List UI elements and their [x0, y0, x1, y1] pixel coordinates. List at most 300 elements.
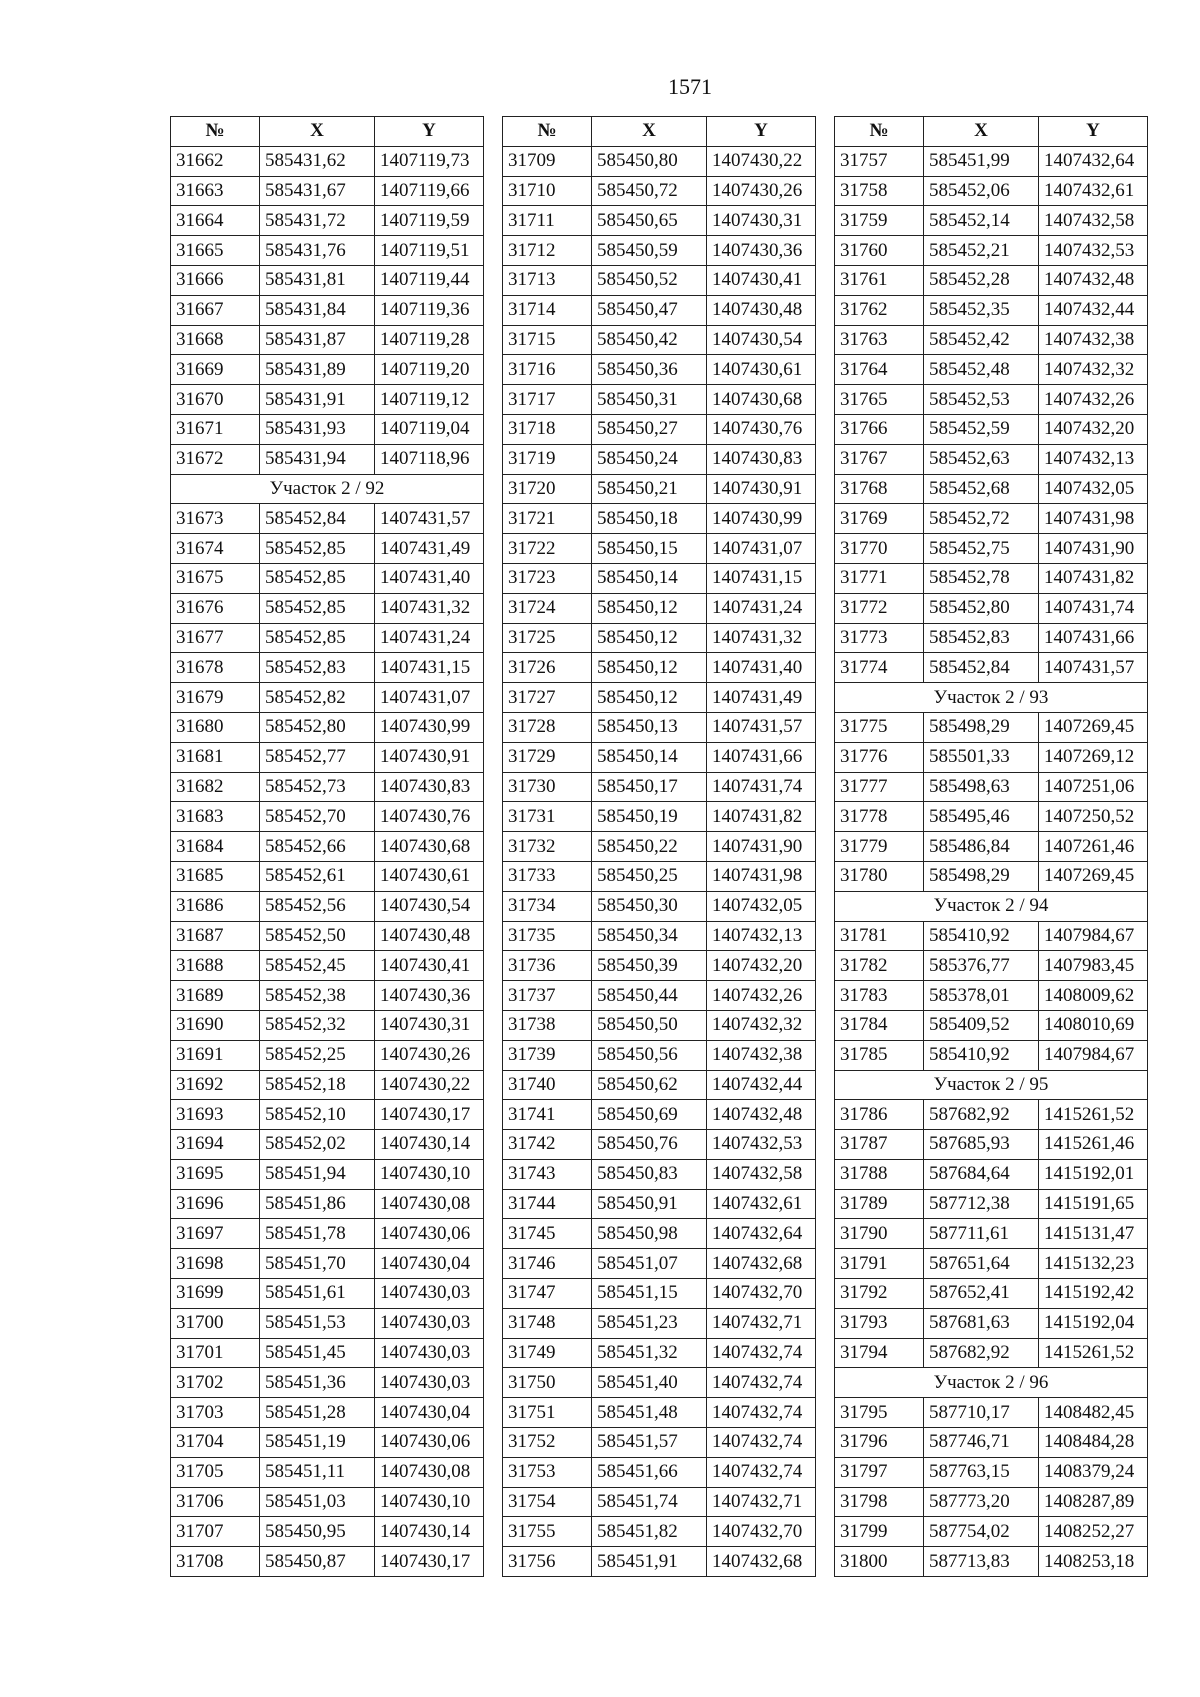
cell-y: 1407432,68	[707, 1547, 816, 1577]
cell-y: 1407430,68	[707, 385, 816, 415]
table-row	[171, 1398, 484, 1428]
cell-y: 1408484,28	[1039, 1428, 1148, 1458]
cell-x: 585452,77	[260, 742, 375, 772]
cell-x: 585450,31	[592, 385, 707, 415]
cell-y: 1407432,74	[707, 1398, 816, 1428]
cell-y: 1407430,76	[375, 802, 484, 832]
cell-x: 585378,01	[924, 981, 1039, 1011]
cell-y: 1415131,47	[1039, 1219, 1148, 1249]
table-row	[503, 772, 816, 802]
cell-x: 585452,75	[924, 534, 1039, 564]
cell-y: 1407431,82	[1039, 563, 1148, 593]
cell-number: 31800	[835, 1547, 924, 1577]
table-row	[171, 206, 484, 236]
cell-x: 585451,94	[260, 1159, 375, 1189]
table-row	[835, 206, 1148, 236]
cell-number: 31774	[835, 653, 924, 683]
cell-number: 31750	[503, 1368, 592, 1398]
cell-y: 1407984,67	[1039, 1040, 1148, 1070]
cell-number: 31670	[171, 385, 260, 415]
cell-x: 585451,23	[592, 1308, 707, 1338]
coordinates-table-1	[170, 116, 484, 1577]
cell-y: 1407431,24	[707, 593, 816, 623]
cell-x: 585452,38	[260, 981, 375, 1011]
table-row	[835, 236, 1148, 266]
cell-y: 1407432,38	[1039, 325, 1148, 355]
section-row	[835, 891, 1148, 921]
table-row	[171, 921, 484, 951]
cell-number: 31749	[503, 1338, 592, 1368]
table-row	[171, 861, 484, 891]
cell-y: 1407432,13	[707, 921, 816, 951]
table-row	[503, 236, 816, 266]
cell-number: 31684	[171, 832, 260, 862]
cell-number: 31782	[835, 951, 924, 981]
table-row	[835, 951, 1148, 981]
table-row	[503, 325, 816, 355]
table-row	[835, 742, 1148, 772]
cell-x: 585450,69	[592, 1100, 707, 1130]
table-row	[835, 1547, 1148, 1577]
cell-y: 1407119,28	[375, 325, 484, 355]
table-row	[835, 474, 1148, 504]
cell-y: 1407431,74	[1039, 593, 1148, 623]
header-number: №	[835, 117, 924, 147]
cell-x: 585450,12	[592, 683, 707, 713]
cell-y: 1407119,59	[375, 206, 484, 236]
cell-x: 585451,66	[592, 1457, 707, 1487]
table-row	[503, 1130, 816, 1160]
table-row	[171, 1368, 484, 1398]
cell-number: 31796	[835, 1428, 924, 1458]
cell-number: 31759	[835, 206, 924, 236]
cell-y: 1407430,03	[375, 1368, 484, 1398]
cell-number: 31672	[171, 444, 260, 474]
cell-y: 1407431,40	[375, 563, 484, 593]
cell-x: 587682,92	[924, 1338, 1039, 1368]
cell-number: 31723	[503, 563, 592, 593]
table-row	[503, 1279, 816, 1309]
cell-number: 31740	[503, 1070, 592, 1100]
cell-number: 31693	[171, 1100, 260, 1130]
table-row	[171, 772, 484, 802]
cell-y: 1407119,04	[375, 414, 484, 444]
cell-y: 1407430,03	[375, 1279, 484, 1309]
cell-y: 1407430,08	[375, 1457, 484, 1487]
cell-number: 31777	[835, 772, 924, 802]
cell-y: 1407432,26	[1039, 385, 1148, 415]
cell-x: 585450,59	[592, 236, 707, 266]
cell-y: 1407430,04	[375, 1249, 484, 1279]
cell-y: 1407430,17	[375, 1547, 484, 1577]
table-row	[503, 1398, 816, 1428]
cell-number: 31785	[835, 1040, 924, 1070]
cell-number: 31771	[835, 563, 924, 593]
cell-x: 585452,82	[260, 683, 375, 713]
table-row	[503, 414, 816, 444]
cell-x: 585452,78	[924, 563, 1039, 593]
cell-x: 585452,28	[924, 265, 1039, 295]
cell-x: 585450,30	[592, 891, 707, 921]
table-row	[171, 176, 484, 206]
cell-y: 1415192,01	[1039, 1159, 1148, 1189]
cell-y: 1407431,15	[707, 563, 816, 593]
cell-y: 1407430,99	[375, 712, 484, 742]
cell-number: 31764	[835, 355, 924, 385]
table-row	[171, 444, 484, 474]
cell-number: 31762	[835, 295, 924, 325]
cell-x: 585451,03	[260, 1487, 375, 1517]
cell-y: 1408482,45	[1039, 1398, 1148, 1428]
cell-x: 585450,21	[592, 474, 707, 504]
table-row	[171, 1547, 484, 1577]
cell-number: 31720	[503, 474, 592, 504]
cell-number: 31784	[835, 1010, 924, 1040]
cell-number: 31708	[171, 1547, 260, 1577]
cell-number: 31752	[503, 1428, 592, 1458]
table-row	[835, 146, 1148, 176]
table-row	[835, 1189, 1148, 1219]
cell-y: 1408252,27	[1039, 1517, 1148, 1547]
table-row	[171, 1189, 484, 1219]
table-row	[503, 712, 816, 742]
table-row	[503, 653, 816, 683]
cell-x: 585451,70	[260, 1249, 375, 1279]
cell-x: 585452,21	[924, 236, 1039, 266]
cell-y: 1407432,64	[1039, 146, 1148, 176]
table-row	[503, 1308, 816, 1338]
cell-x: 585450,34	[592, 921, 707, 951]
cell-number: 31695	[171, 1159, 260, 1189]
table-row	[503, 1368, 816, 1398]
cell-x: 585452,84	[260, 504, 375, 534]
cell-y: 1407430,03	[375, 1338, 484, 1368]
cell-x: 585431,94	[260, 444, 375, 474]
cell-y: 1407430,14	[375, 1517, 484, 1547]
table-row	[171, 563, 484, 593]
cell-y: 1407432,13	[1039, 444, 1148, 474]
cell-y: 1407430,10	[375, 1159, 484, 1189]
cell-x: 585431,72	[260, 206, 375, 236]
cell-y: 1407430,48	[375, 921, 484, 951]
cell-y: 1408379,24	[1039, 1457, 1148, 1487]
table-row	[503, 802, 816, 832]
cell-number: 31738	[503, 1010, 592, 1040]
table-row	[171, 951, 484, 981]
coordinates-table-2	[502, 116, 816, 1577]
cell-number: 31679	[171, 683, 260, 713]
cell-number: 31685	[171, 861, 260, 891]
cell-x: 585450,91	[592, 1189, 707, 1219]
section-label: Участок 2 / 92	[171, 474, 484, 504]
cell-y: 1407430,14	[375, 1130, 484, 1160]
cell-number: 31741	[503, 1100, 592, 1130]
cell-y: 1407431,90	[1039, 534, 1148, 564]
table-row	[503, 206, 816, 236]
table-row	[835, 1219, 1148, 1249]
cell-x: 585450,52	[592, 265, 707, 295]
cell-number: 31786	[835, 1100, 924, 1130]
table-row	[171, 1308, 484, 1338]
table-row	[503, 504, 816, 534]
table-row	[835, 325, 1148, 355]
cell-number: 31778	[835, 802, 924, 832]
cell-y: 1407431,32	[707, 623, 816, 653]
header-row	[835, 117, 1148, 147]
cell-number: 31664	[171, 206, 260, 236]
cell-number: 31736	[503, 951, 592, 981]
cell-x: 587681,63	[924, 1308, 1039, 1338]
cell-number: 31697	[171, 1219, 260, 1249]
cell-x: 585450,83	[592, 1159, 707, 1189]
table-row	[171, 1517, 484, 1547]
cell-number: 31797	[835, 1457, 924, 1487]
cell-number: 31737	[503, 981, 592, 1011]
cell-x: 585450,27	[592, 414, 707, 444]
cell-y: 1407430,36	[707, 236, 816, 266]
table-row	[503, 951, 816, 981]
cell-y: 1407430,22	[707, 146, 816, 176]
table-row	[835, 593, 1148, 623]
cell-number: 31722	[503, 534, 592, 564]
cell-number: 31746	[503, 1249, 592, 1279]
table-row	[835, 1338, 1148, 1368]
table-row	[503, 563, 816, 593]
cell-x: 585431,89	[260, 355, 375, 385]
cell-number: 31707	[171, 1517, 260, 1547]
table-row	[835, 295, 1148, 325]
cell-number: 31692	[171, 1070, 260, 1100]
header-row	[503, 117, 816, 147]
cell-x: 585450,65	[592, 206, 707, 236]
cell-y: 1407250,52	[1039, 802, 1148, 832]
table-row	[503, 444, 816, 474]
cell-number: 31790	[835, 1219, 924, 1249]
cell-y: 1407432,05	[707, 891, 816, 921]
table-row	[171, 623, 484, 653]
cell-x: 587763,15	[924, 1457, 1039, 1487]
cell-x: 585452,53	[924, 385, 1039, 415]
cell-x: 585410,92	[924, 921, 1039, 951]
cell-x: 585450,14	[592, 742, 707, 772]
cell-number: 31799	[835, 1517, 924, 1547]
section-row	[835, 1368, 1148, 1398]
cell-number: 31731	[503, 802, 592, 832]
page-number: 1571	[668, 74, 712, 99]
cell-number: 31763	[835, 325, 924, 355]
table-row	[503, 921, 816, 951]
header-x: X	[260, 117, 375, 147]
cell-y: 1415192,04	[1039, 1308, 1148, 1338]
table-row	[171, 504, 484, 534]
cell-y: 1407431,66	[1039, 623, 1148, 653]
cell-x: 585451,91	[592, 1547, 707, 1577]
cell-x: 585452,45	[260, 951, 375, 981]
cell-x: 585452,85	[260, 563, 375, 593]
cell-x: 585450,95	[260, 1517, 375, 1547]
cell-y: 1407432,71	[707, 1487, 816, 1517]
cell-number: 31696	[171, 1189, 260, 1219]
cell-x: 585452,02	[260, 1130, 375, 1160]
cell-y: 1407430,03	[375, 1308, 484, 1338]
cell-x: 585451,07	[592, 1249, 707, 1279]
cell-x: 585498,29	[924, 861, 1039, 891]
cell-number: 31726	[503, 653, 592, 683]
table-row	[171, 1130, 484, 1160]
cell-x: 587651,64	[924, 1249, 1039, 1279]
cell-x: 585431,62	[260, 146, 375, 176]
table-row	[171, 1279, 484, 1309]
cell-x: 585495,46	[924, 802, 1039, 832]
cell-x: 585451,48	[592, 1398, 707, 1428]
cell-x: 585452,42	[924, 325, 1039, 355]
cell-number: 31705	[171, 1457, 260, 1487]
cell-number: 31724	[503, 593, 592, 623]
cell-x: 585431,81	[260, 265, 375, 295]
cell-x: 587685,93	[924, 1130, 1039, 1160]
cell-y: 1407984,67	[1039, 921, 1148, 951]
table-row	[835, 534, 1148, 564]
header-y: Y	[707, 117, 816, 147]
cell-number: 31755	[503, 1517, 592, 1547]
cell-x: 585452,63	[924, 444, 1039, 474]
cell-y: 1407430,08	[375, 1189, 484, 1219]
cell-number: 31709	[503, 146, 592, 176]
table-row	[171, 1159, 484, 1189]
cell-x: 585451,15	[592, 1279, 707, 1309]
cell-number: 31753	[503, 1457, 592, 1487]
cell-number: 31686	[171, 891, 260, 921]
cell-y: 1407432,53	[1039, 236, 1148, 266]
cell-y: 1407119,12	[375, 385, 484, 415]
table-row	[835, 563, 1148, 593]
cell-number: 31682	[171, 772, 260, 802]
cell-y: 1407119,36	[375, 295, 484, 325]
cell-y: 1407430,06	[375, 1219, 484, 1249]
cell-x: 585450,62	[592, 1070, 707, 1100]
table-row	[171, 1100, 484, 1130]
cell-number: 31702	[171, 1368, 260, 1398]
cell-number: 31688	[171, 951, 260, 981]
table-row	[171, 146, 484, 176]
cell-x: 585450,12	[592, 653, 707, 683]
section-row	[171, 474, 484, 504]
table-row	[835, 414, 1148, 444]
cell-number: 31761	[835, 265, 924, 295]
cell-y: 1407432,26	[707, 981, 816, 1011]
cell-y: 1407251,06	[1039, 772, 1148, 802]
cell-y: 1407431,49	[375, 534, 484, 564]
cell-number: 31728	[503, 712, 592, 742]
cell-number: 31787	[835, 1130, 924, 1160]
cell-y: 1407430,91	[707, 474, 816, 504]
cell-x: 585450,12	[592, 593, 707, 623]
cell-x: 587652,41	[924, 1279, 1039, 1309]
cell-number: 31701	[171, 1338, 260, 1368]
cell-x: 585452,14	[924, 206, 1039, 236]
cell-x: 585452,18	[260, 1070, 375, 1100]
cell-number: 31760	[835, 236, 924, 266]
cell-x: 585450,18	[592, 504, 707, 534]
cell-y: 1407432,44	[707, 1070, 816, 1100]
cell-x: 585450,25	[592, 861, 707, 891]
section-label: Участок 2 / 93	[835, 683, 1148, 713]
cell-x: 585450,87	[260, 1547, 375, 1577]
cell-y: 1407119,20	[375, 355, 484, 385]
header-x: X	[924, 117, 1039, 147]
cell-x: 585376,77	[924, 951, 1039, 981]
cell-x: 585452,83	[260, 653, 375, 683]
cell-number: 31757	[835, 146, 924, 176]
table-row	[503, 1189, 816, 1219]
cell-x: 587773,20	[924, 1487, 1039, 1517]
cell-number: 31788	[835, 1159, 924, 1189]
cell-x: 585452,66	[260, 832, 375, 862]
cell-number: 31769	[835, 504, 924, 534]
cell-y: 1407119,66	[375, 176, 484, 206]
cell-number: 31793	[835, 1308, 924, 1338]
cell-x: 585451,82	[592, 1517, 707, 1547]
cell-y: 1415191,65	[1039, 1189, 1148, 1219]
header-row	[171, 117, 484, 147]
cell-y: 1407432,70	[707, 1279, 816, 1309]
cell-number: 31798	[835, 1487, 924, 1517]
cell-x: 585452,84	[924, 653, 1039, 683]
cell-x: 585450,24	[592, 444, 707, 474]
cell-x: 585450,19	[592, 802, 707, 832]
table-row	[503, 385, 816, 415]
table-row	[503, 146, 816, 176]
cell-y: 1407432,32	[707, 1010, 816, 1040]
cell-number: 31716	[503, 355, 592, 385]
cell-number: 31768	[835, 474, 924, 504]
cell-x: 585451,53	[260, 1308, 375, 1338]
cell-number: 31743	[503, 1159, 592, 1189]
table-row	[171, 653, 484, 683]
cell-number: 31677	[171, 623, 260, 653]
table-row	[171, 1070, 484, 1100]
table-row	[503, 742, 816, 772]
cell-y: 1407432,20	[1039, 414, 1148, 444]
cell-x: 585450,47	[592, 295, 707, 325]
cell-x: 587682,92	[924, 1100, 1039, 1130]
cell-x: 587684,64	[924, 1159, 1039, 1189]
cell-x: 585451,36	[260, 1368, 375, 1398]
cell-y: 1407119,51	[375, 236, 484, 266]
cell-y: 1407430,41	[707, 265, 816, 295]
cell-y: 1407432,68	[707, 1249, 816, 1279]
cell-y: 1407431,32	[375, 593, 484, 623]
table-row	[171, 802, 484, 832]
cell-x: 585452,85	[260, 623, 375, 653]
cell-y: 1407430,06	[375, 1428, 484, 1458]
header-y: Y	[375, 117, 484, 147]
cell-x: 585498,29	[924, 712, 1039, 742]
table-row	[835, 1308, 1148, 1338]
cell-number: 31791	[835, 1249, 924, 1279]
table-row	[835, 772, 1148, 802]
cell-number: 31721	[503, 504, 592, 534]
table-row	[171, 1487, 484, 1517]
cell-number: 31779	[835, 832, 924, 862]
cell-y: 1415261,52	[1039, 1338, 1148, 1368]
cell-number: 31710	[503, 176, 592, 206]
cell-y: 1407431,66	[707, 742, 816, 772]
table-row	[503, 861, 816, 891]
cell-x: 585450,80	[592, 146, 707, 176]
cell-y: 1407431,98	[1039, 504, 1148, 534]
cell-y: 1407430,68	[375, 832, 484, 862]
